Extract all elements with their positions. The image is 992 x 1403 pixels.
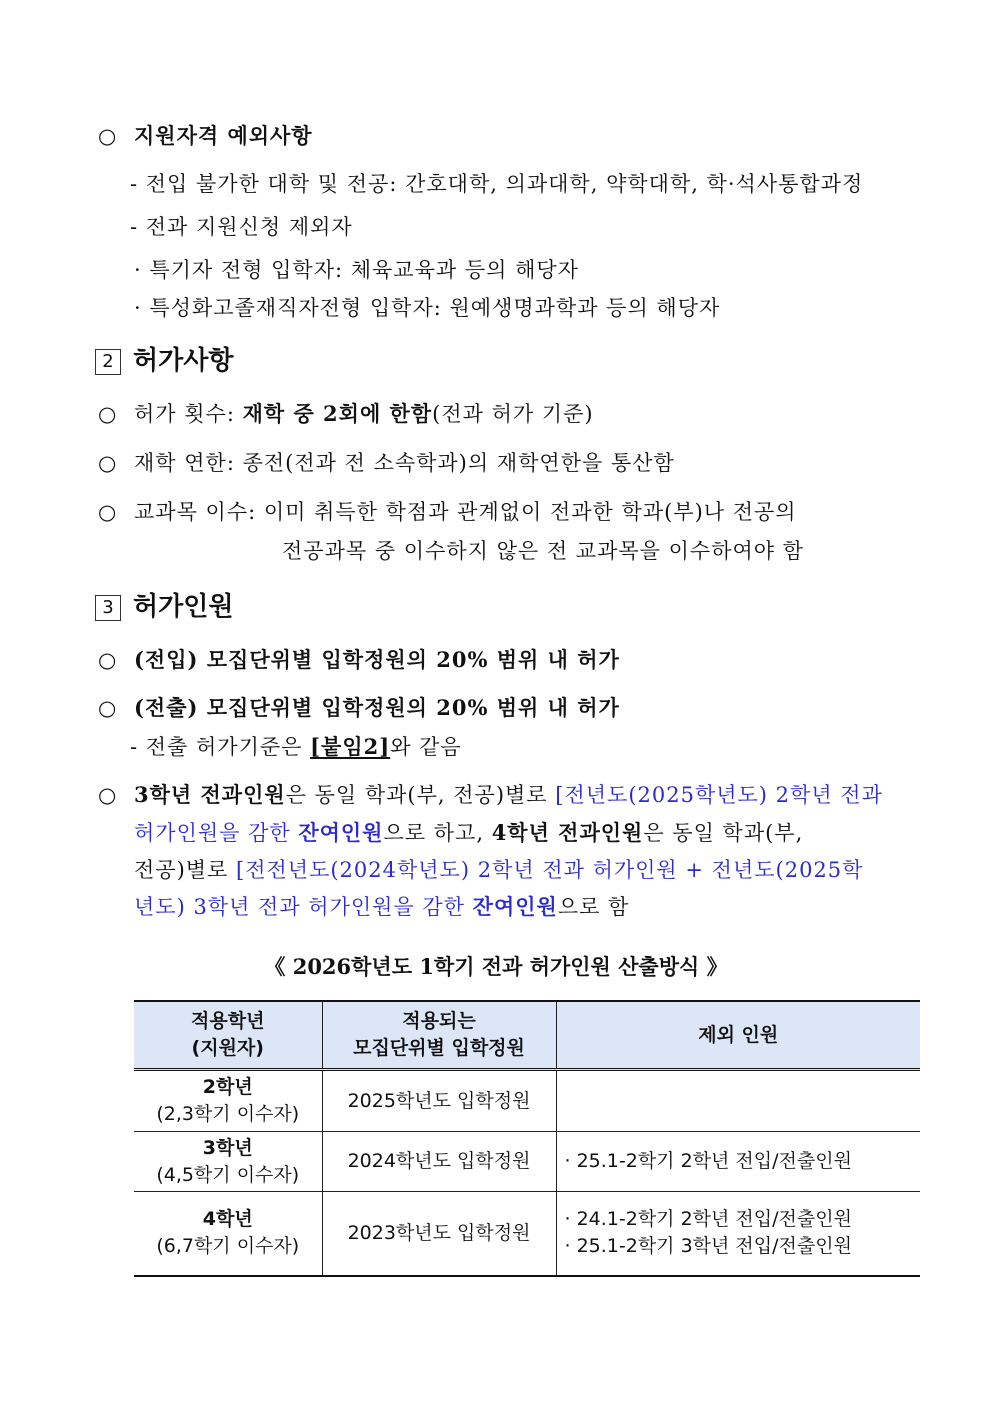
cell-excluded: · 24.1-2학기 2학년 전입/전출인원 · 25.1-2학기 3학년 전입/전출인원	[556, 1192, 920, 1276]
emphasis-text: 재학 중 2회에 한함	[242, 401, 433, 426]
section2-bullet-1: ○ 허가 횟수: 재학 중 2회에 한함(전과 허가 기준)	[98, 401, 594, 426]
section3-para-line-4: 년도) 3학년 전과 허가인원을 감한 잔여인원으로 함	[134, 894, 630, 919]
section3-number-box: 3	[95, 595, 121, 621]
cell-grade: 3학년 (4,5학기 이수자)	[134, 1132, 322, 1192]
section1-title-line	[98, 121, 313, 151]
header-grade: 적용학년 (지원자)	[134, 1001, 322, 1070]
section3-bullet-1: ○ (전입) 모집단위별 입학정원의 20% 범위 내 허가	[98, 647, 620, 672]
section1-item-1: - 전입 불가한 대학 및 전공: 간호대학, 의과대학, 약학대학, 학·석사통합과정	[130, 172, 864, 196]
section3-sub: - 전출 허가기준은 [붙임2]와 같음	[130, 734, 462, 759]
section1-subitem-2: · 특성화고졸재직자전형 입학자: 원예생명과학과 등의 해당자	[134, 296, 721, 320]
cell-excluded: · 25.1-2학기 2학년 전입/전출인원	[556, 1132, 920, 1192]
table-caption: 《 2026학년도 1학기 전과 허가인원 산출방식 》	[264, 954, 728, 979]
cell-quota: 2023학년도 입학정원	[322, 1192, 556, 1276]
header-quota: 적용되는 모집단위별 입학정원	[322, 1001, 556, 1070]
section3-para-line-1: ○ 3학년 전과인원은 동일 학과(부, 전공)별로 [전년도(2025학년도) 2학년 전과	[98, 782, 883, 807]
section1-subitem-1: · 특기자 전형 입학자: 체육교육과 등의 해당자	[134, 258, 579, 282]
cell-quota: 2024학년도 입학정원	[322, 1132, 556, 1192]
section2-bullet-3: ○ 교과목 이수: 이미 취득한 학점과 관계없이 전과한 학과(부)나 전공의	[98, 500, 797, 524]
table-row	[134, 1192, 920, 1276]
section2-bullet-2: ○ 재학 연한: 종전(전과 전 소속학과)의 재학연한을 통산함	[98, 451, 675, 475]
section2-heading	[95, 344, 233, 378]
attachment-reference: [붙임2]	[310, 734, 391, 759]
quota-table	[134, 1000, 920, 1277]
section3-heading	[95, 590, 233, 624]
section2-heading-text: 허가사항	[133, 346, 234, 376]
section1-item-2: - 전과 지원신청 제외자	[130, 215, 353, 239]
section2-number-box: 2	[95, 349, 121, 375]
bullet-circle: ○	[98, 124, 118, 148]
section3-heading-text: 허가인원	[133, 592, 234, 622]
table-header-row	[134, 1001, 920, 1070]
table-row	[134, 1132, 920, 1192]
section3-para-line-3: 전공)별로 [전전년도(2024학년도) 2학년 전과 허가인원 + 전년도(2025학	[134, 858, 864, 882]
table-row	[134, 1070, 920, 1132]
cell-quota: 2025학년도 입학정원	[322, 1070, 556, 1132]
cell-grade: 4학년 (6,7학기 이수자)	[134, 1192, 322, 1276]
section3-bullet-2: ○ (전출) 모집단위별 입학정원의 20% 범위 내 허가	[98, 695, 620, 720]
section3-para-line-2: 허가인원을 감한 잔여인원으로 하고, 4학년 전과인원은 동일 학과(부,	[134, 820, 804, 845]
cell-grade: 2학년 (2,3학기 이수자)	[134, 1070, 322, 1132]
section1-title: 지원자격 예외사항	[134, 123, 313, 148]
section2-bullet-3-cont: 전공과목 중 이수하지 않은 전 교과목을 이수하여야 함	[282, 539, 805, 563]
header-excluded: 제외 인원	[556, 1001, 920, 1070]
cell-excluded	[556, 1070, 920, 1132]
